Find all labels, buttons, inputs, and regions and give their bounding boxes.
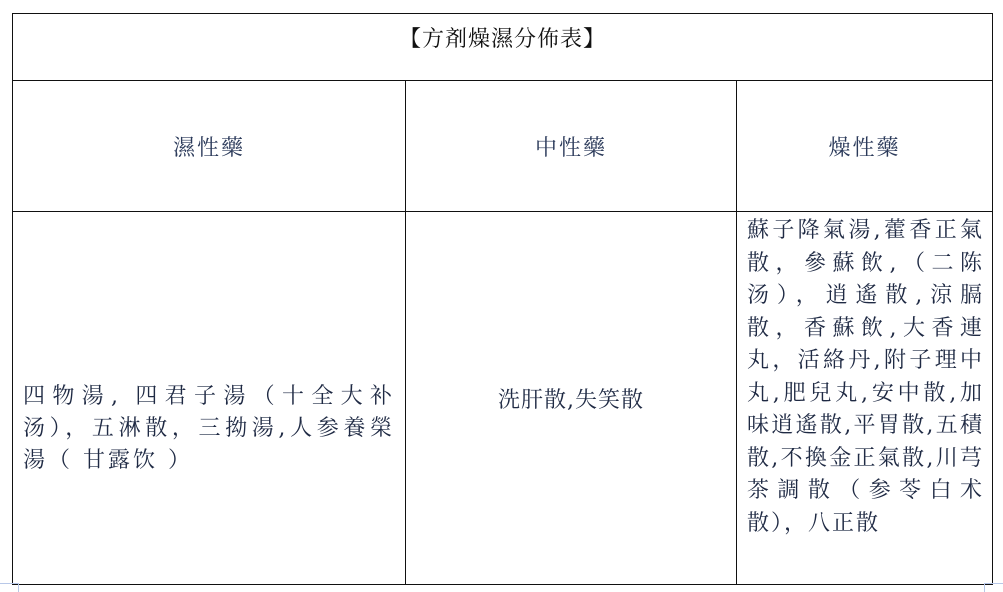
body-row — [13, 212, 993, 585]
cell-dry — [737, 212, 993, 585]
cell-wet — [13, 212, 406, 585]
title-cell — [13, 14, 993, 81]
dry-medicine-list: 蘇子降氣湯,藿香正氣散，參蘇飲,（二陈汤），逍遙散,涼膈散，香蘇飲,大香連丸，活絡丹,附子理中丸,肥兒丸,安中散,加味逍遙散,平胃散,五積散,不換金正氣散,川芎茶調散（参苓白术散），八正散 — [747, 218, 985, 536]
title-row — [13, 14, 993, 81]
header-wet: 濕性藥 — [13, 81, 406, 212]
table-title: 【方剤燥濕分佈表】 — [399, 27, 607, 52]
cell-neutral — [406, 212, 737, 585]
neutral-medicine-list: 洗肝散,失笑散 — [498, 387, 644, 413]
medicine-distribution-table — [12, 13, 993, 585]
header-dry: 燥性藥 — [737, 81, 993, 212]
wet-medicine-list: 四物湯, 四君子湯（十全大补汤），五淋散，三拗湯,人参養榮湯（ 甘露饮 ） — [23, 384, 395, 473]
page-corner-mark-left — [0, 583, 19, 592]
header-neutral: 中性藥 — [406, 81, 737, 212]
page-corner-mark-right — [984, 583, 1003, 592]
header-row — [13, 81, 993, 212]
